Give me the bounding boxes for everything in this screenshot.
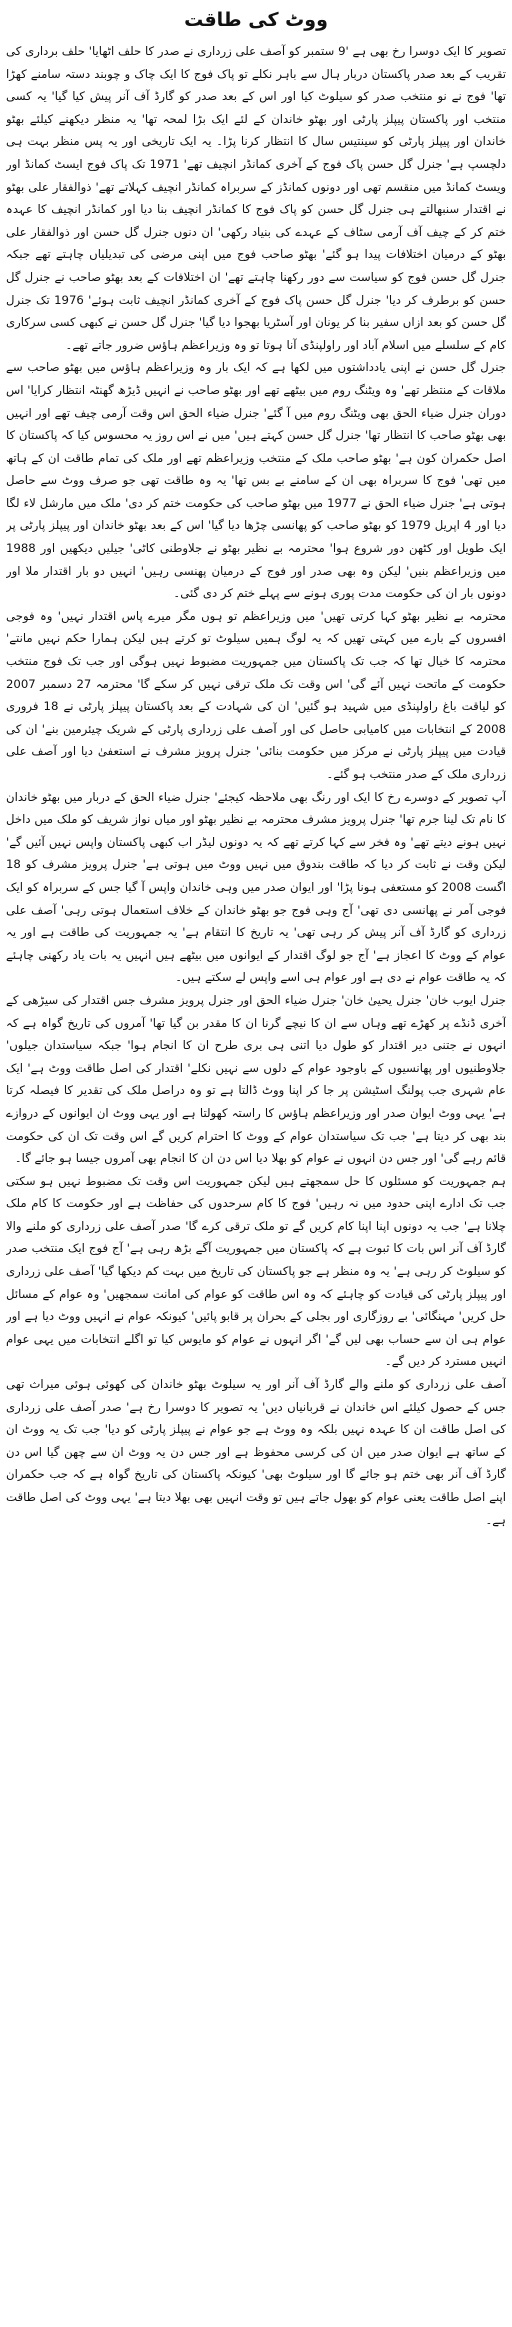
article-paragraph: آپ تصویر کے دوسرے رخ کا ایک اور رنگ بھی ملاحظہ کیجئے' جنرل ضیاء الحق کے دربار میں بھٹو خاندان کا نام تک لینا جرم تھا' جنرل پرویز مشرف محترمہ بے نظیر بھٹو اور میاں نواز شریف کو ملک میں داخل نہیں ہونے دیتے تھے' وہ فخر سے کہا کرتے تھے کہ یہ دونوں لیڈر اب کبھی پاکستان واپس نہیں آئیں گے' لیکن وقت نے ثابت کر دیا کہ طاقت بندوق میں نہیں ووٹ میں ہوتی ہے' جنرل پرویز مشرف کو 18 اگست 2008 کو مستعفی ہونا پڑا' اور ایوان صدر میں وہی خاندان واپس آ گیا جس کے سربراہ کو ایک فوجی آمر نے پھانسی دی تھی' آج وہی فوج جو بھٹو خاندان کے خلاف استعمال ہوتی رہی' آصف علی زرداری کو گارڈ آف آنر پیش کر رہی تھی' یہ تاریخ کا انتقام ہے' یہ جمہوریت کی طاقت ہے اور یہ عوام کے ووٹ کا اعجاز ہے' آج جو لوگ اقتدار کے ایوانوں میں بیٹھے ہیں انہیں یہ بات یاد رکھنی چاہئے کہ یہ طاقت عوام نے دی ہے اور عوام ہی اسے واپس لے سکتے ہیں۔	[6, 789, 506, 985]
article-body	[6, 40, 506, 2320]
article-paragraph: جنرل ایوب خان' جنرل یحییٰ خان' جنرل ضیاء الحق اور جنرل پرویز مشرف جس اقتدار کی سیڑھی کے آخری ڈنڈے پر کھڑے تھے وہاں سے ان کا نیچے گرنا ان کا مقدر بن گیا تھا' آمروں کی تاریخ گواہ ہے کہ انہوں نے جتنی دیر اقتدار کو طول دیا اتنی ہی بری طرح ان کا انجام ہوا' جبکہ سیاستدان جیلوں' جلاوطنیوں اور پھانسیوں کے باوجود عوام کے دلوں سے نہیں نکلے' اقتدار کی اصل طاقت ووٹ ہے' ایک عام شہری جب پولنگ اسٹیشن پر جا کر اپنا ووٹ ڈالتا ہے تو وہ دراصل ملک کی تقدیر کا فیصلہ کرتا ہے' یہی ووٹ ایوان صدر اور وزیراعظم ہاؤس کا راستہ کھولتا ہے اور یہی ووٹ ان ایوانوں کے دروازے بند بھی کر دیتا ہے' جب تک سیاستدان عوام کے ووٹ کا احترام کریں گے اس وقت تک ان کی حکومت قائم رہے گی' اور جس دن انہوں نے عوام کو بھلا دیا اس دن ان کا انجام بھی آمروں جیسا ہو جائے گا۔	[6, 992, 506, 1166]
article-paragraph: محترمہ بے نظیر بھٹو کہا کرتی تھیں' میں وزیراعظم تو ہوں مگر میرے پاس اقتدار نہیں' وہ فوجی افسروں کے بارے میں کہتی تھیں کہ یہ لوگ ہمیں سیلوٹ تو کرتے ہیں لیکن ہمارا حکم نہیں مانتے' محترمہ کا خیال تھا کہ جب تک پاکستان میں جمہوریت مضبوط نہیں ہوگی اور جب تک فوج منتخب حکومت کے ماتحت نہیں آئے گی' اس وقت تک ملک ترقی نہیں کر سکے گا' محترمہ 27 دسمبر 2007 کو لیاقت باغ راولپنڈی میں شہید ہو گئیں' ان کی شہادت کے بعد پاکستان پیپلز پارٹی نے 18 فروری 2008 کے انتخابات میں کامیابی حاصل کی اور آصف علی زرداری پارٹی کے شریک چیئرمین بنے' ان کی قیادت میں پیپلز پارٹی نے مرکز میں حکومت بنائی' جنرل پرویز مشرف نے استعفیٰ دیا اور آصف علی زرداری ملک کے صدر منتخب ہو گئے۔	[6, 608, 506, 781]
article-paragraph: جنرل گل حسن نے اپنی یادداشتوں میں لکھا ہے کہ ایک بار وہ وزیراعظم ہاؤس میں بھٹو صاحب سے ملاقات کے منتظر تھے' وہ ویٹنگ روم میں بیٹھے تھے اور بھٹو صاحب نے انہیں ڈیڑھ گھنٹہ انتظار کرایا' اس دوران جنرل ضیاء الحق بھی ویٹنگ روم میں آ گئے' جنرل ضیاء الحق اس وقت آرمی چیف تھے اور انہیں بھی بھٹو صاحب کا انتظار تھا' جنرل گل حسن کہتے ہیں' میں نے اس روز یہ محسوس کیا کہ پاکستان کا اصل حکمران کون ہے' بھٹو صاحب ملک کے منتخب وزیراعظم تھے اور ملک کی تمام طاقت ان کے ہاتھ میں تھی' فوج کا سربراہ بھی ان کے سامنے بے بس تھا' یہ وہ طاقت تھی جو صرف ووٹ سے حاصل ہوتی ہے' جنرل ضیاء الحق نے 1977 میں بھٹو صاحب کی حکومت ختم کر دی' ملک میں مارشل لاء لگا دیا اور 4 اپریل 1979 کو بھٹو صاحب کو پھانسی چڑھا دیا گیا' اس کے بعد بھٹو خاندان اور پیپلز پارٹی پر ایک طویل اور کٹھن دور شروع ہوا' محترمہ بے نظیر بھٹو نے جلاوطنی کاٹی' جیلیں دیکھیں اور 1988 میں وزیراعظم بنیں' لیکن وہ بھی صدر اور فوج کے درمیان پھنسی رہیں' انہیں دو بار اقتدار ملا اور دونوں بار ان کی حکومت مدت پوری ہونے سے پہلے ختم کر دی گئی۔	[6, 360, 506, 601]
article-paragraph: آصف علی زرداری کو ملنے والے گارڈ آف آنر اور یہ سیلوٹ بھٹو خاندان کی کھوئی ہوئی میراث تھی جس کے حصول کیلئے اس خاندان نے قربانیاں دیں' یہ تصویر کا دوسرا رخ ہے' صدر آصف علی زرداری کی اصل طاقت ان کا عہدہ نہیں بلکہ وہ ووٹ ہے جو عوام نے پیپلز پارٹی کو دیا' جب تک یہ ووٹ ان کے ساتھ ہے ایوان صدر میں ان کی کرسی محفوظ ہے اور جس دن یہ ووٹ ان سے چھن گیا اس دن گارڈ آف آنر بھی ختم ہو جائے گا اور سیلوٹ بھی' کیونکہ پاکستان کی تاریخ گواہ ہے کہ جب حکمران اپنے اصل طاقت یعنی عوام کو بھول جاتے ہیں تو وقت انہیں بھی بھلا دیتا ہے' یہی ووٹ کی اصل طاقت ہے۔	[6, 1377, 506, 1527]
article-paragraph: ہم جمہوریت کو مسئلوں کا حل سمجھتے ہیں لیکن جمہوریت اس وقت تک مضبوط نہیں ہو سکتی جب تک ادارے اپنی حدود میں نہ رہیں' فوج کا کام سرحدوں کی حفاظت ہے اور حکومت کا کام ملک چلانا ہے' جب یہ دونوں اپنا اپنا کام کریں گے تو ملک ترقی کرے گا' صدر آصف علی زرداری کو ملنے والا گارڈ آف آنر اس بات کا ثبوت ہے کہ پاکستان میں جمہوریت آگے بڑھ رہی ہے' آج فوج ایک منتخب صدر کو سیلوٹ کر رہی ہے' یہ وہ منظر ہے جو پاکستان کی تاریخ میں بہت کم دیکھا گیا' آصف علی زرداری اور پیپلز پارٹی کی قیادت کو چاہئے کہ وہ اس طاقت کو عوام کی امانت سمجھیں' وہ عوام کے مسائل حل کریں' مہنگائی' بے روزگاری اور بجلی کے بحران پر قابو پائیں' کیونکہ عوام نے انہیں ووٹ دیا ہے اور عوام ہی ان سے حساب بھی لیں گے' اگر انہوں نے عوام کو مایوس کیا تو اگلے انتخابات میں یہی عوام انہیں مسترد کر دیں گے۔	[6, 1173, 506, 1369]
article-paragraph: تصویر کا ایک دوسرا رخ بھی ہے '9 ستمبر کو آصف علی زرداری نے صدر کا حلف اٹھایا' حلف برداری کی تقریب کے بعد صدر پاکستان دربار ہال سے باہر نکلے تو پاک فوج کا ایک چاک و چوبند دستہ سامنے کھڑا تھا' فوج نے نو منتخب صدر کو سیلوٹ کیا اور اس کے بعد صدر کو گارڈ آف آنر پیش کیا گیا' یہ کسی منتخب اور پاکستان پیپلز پارٹی اور بھٹو خاندان کے لئے ایک بڑا لمحہ تھا' یہ منظر دیکھنے کیلئے بھٹو خاندان اور پیپلز پارٹی کو سینتیس سال کا انتظار کرنا پڑا۔ یہ ایک تاریخی اور یہ پس منظر بہت ہی دلچسپ ہے' جنرل گل حسن پاک فوج کے آخری کمانڈر انچیف تھے' 1971 تک پاک فوج ایسٹ کمانڈ اور ویسٹ کمانڈ میں منقسم تھی اور دونوں کمانڈز کے سربراہ کمانڈر انچیف کہلاتے تھے' ذوالفقار علی بھٹو نے اقتدار سنبھالتے ہی جنرل گل حسن کو پاک فوج کا کمانڈر انچیف بنا دیا اور کمانڈر انچیف کا عہدہ ختم کر کے چیف آف آرمی سٹاف کے عہدے کی بنیاد رکھی' ان دنوں جنرل گل حسن اور ذوالفقار علی بھٹو کے درمیان اختلافات پیدا ہو گئے' بھٹو صاحب فوج میں اپنی مرضی کی تبدیلیاں چاہتے تھے جبکہ جنرل گل حسن فوج کو سیاست سے دور رکھنا چاہتے تھے' ان اختلافات کے بعد بھٹو صاحب نے جنرل گل حسن کو برطرف کر دیا' جنرل گل حسن پاک فوج کے آخری کمانڈر انچیف ثابت ہوئے' 1976 تک جنرل گل حسن کو بعد ازاں سفیر بنا کر یونان اور آسٹریا بھجوا دیا گیا' جنرل گل حسن نے کبھی کسی سرکاری کام کے سلسلے میں اسلام آباد اور راولپنڈی آنا ہوتا تو وہ وزیراعظم ہاؤس ضرور جاتے تھے۔	[6, 44, 506, 352]
article-title: ووٹ کی طاقت	[184, 9, 328, 31]
